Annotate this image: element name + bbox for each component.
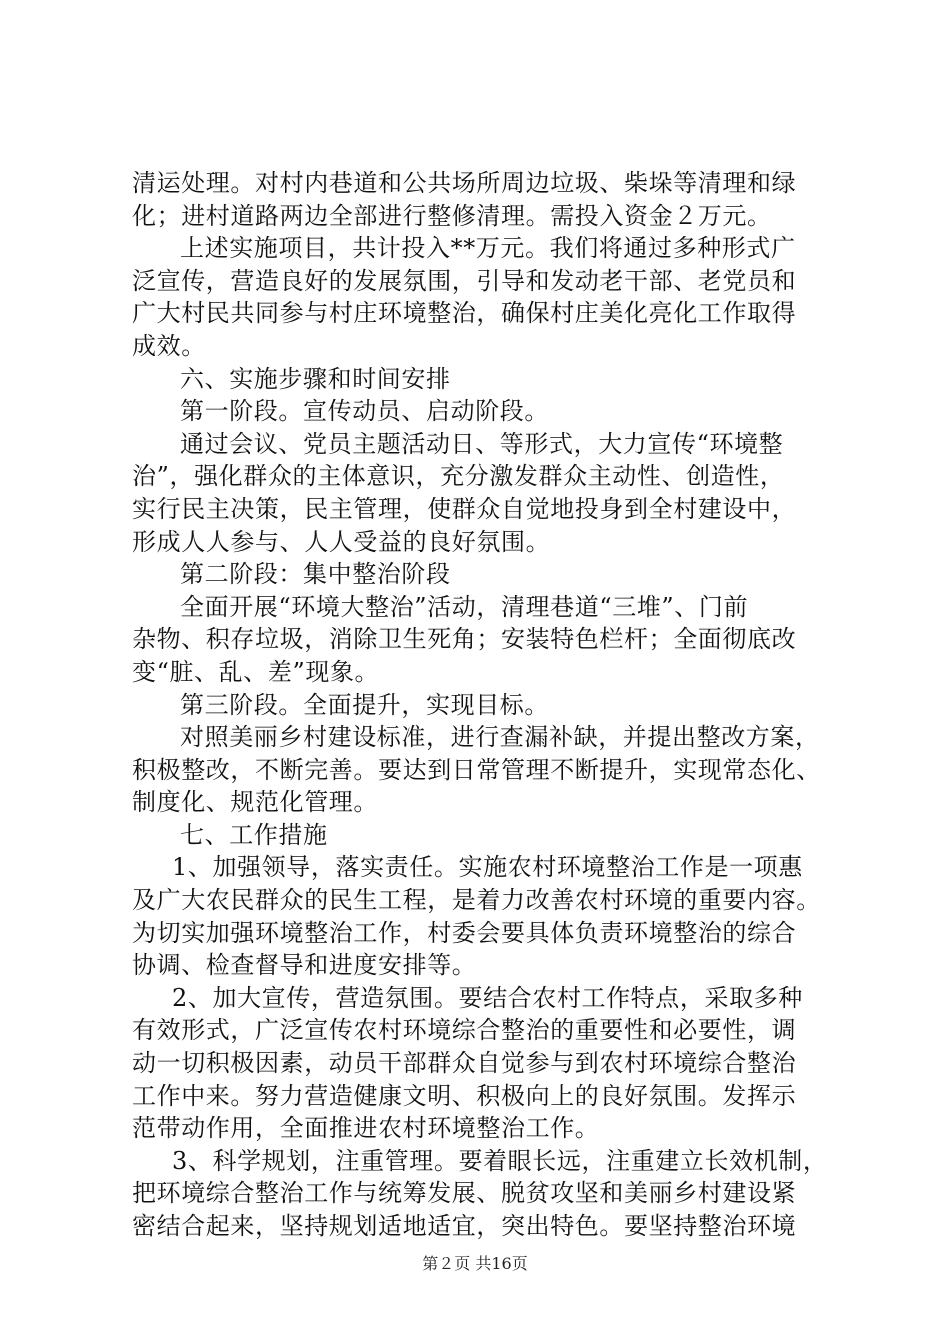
text-line: 化；进村道路两边全部进行整修清理。需投入资金２万元。 xyxy=(132,201,772,230)
text-line: 泛宣传，营造良好的发展氛围，引导和发动老干部、老党员和 xyxy=(132,266,797,295)
text-line: 成效。 xyxy=(132,331,206,360)
text-line: 杂物、积存垃圾，消除卫生死角；安装特色栏杆；全面彻底改 xyxy=(132,625,797,654)
page-number-footer: 第２页 共16页 xyxy=(422,1254,528,1273)
text-line: 实行民主决策，民主管理，使群众自觉地投身到全村建设中， xyxy=(132,494,797,523)
text-line: 密结合起来，坚持规划适地适宜，突出特色。要坚持整治环境 xyxy=(132,1212,797,1240)
text-line: 协调、检查督导和进度安排等。 xyxy=(132,951,477,980)
text-line: 清运处理。对村内巷道和公共场所周边垃圾、柴垛等清理和绿 xyxy=(132,169,797,197)
text-line: 1、加强领导，落实责任。实施农村环境整治工作是一项惠 xyxy=(172,853,803,882)
text-line: 变“脏、乱、差”现象。 xyxy=(132,657,380,686)
text-line: 2、加大宣传，营造氛围。要结合农村工作特点，采取多种 xyxy=(172,983,803,1012)
text-line: 通过会议、党员主题活动日、等形式，大力宣传“环境整 xyxy=(180,429,784,458)
text-line: 把环境综合整治工作与统筹发展、脱贫攻坚和美丽乡村建设紧 xyxy=(132,1179,797,1208)
text-line: 上述实施项目，共计投入**万元。我们将通过多种形式广 xyxy=(180,234,796,263)
section-heading: 六、实施步骤和时间安排 xyxy=(180,364,451,393)
text-line: 积极整改，不断完善。要达到日常管理不断提升，实现常态化、 xyxy=(132,755,821,784)
document-body xyxy=(132,167,832,1243)
text-line: 3、科学规划，注重管理。要着眼长远，注重建立长效机制， xyxy=(172,1146,828,1175)
text-line: 工作中来。努力营造健康文明、积极向上的良好氛围。发挥示 xyxy=(132,1081,797,1110)
text-line: 全面开展“环境大整治”活动，清理巷道“三堆”、门前 xyxy=(180,592,749,621)
text-line: 治”，强化群众的主体意识，充分激发群众主动性、创造性， xyxy=(132,462,785,491)
text-line: 动一切积极因素，动员干部群众自觉参与到农村环境综合整治 xyxy=(132,1049,797,1078)
text-line: 及广大农民群众的民生工程，是着力改善农村环境的重要内容。 xyxy=(132,886,821,915)
text-line: 制度化、规范化管理。 xyxy=(132,788,378,817)
phase-heading: 第二阶段：集中整治阶段 xyxy=(180,560,451,589)
text-line: 为切实加强环境整治工作，村委会要具体负责环境整治的综合 xyxy=(132,918,797,947)
text-line: 广大村民共同参与村庄环境整治，确保村庄美化亮化工作取得 xyxy=(132,299,797,328)
phase-heading: 第一阶段。宣传动员、启动阶段。 xyxy=(180,397,549,426)
text-line: 对照美丽乡村建设标准，进行查漏补缺，并提出整改方案， xyxy=(180,723,820,752)
section-heading: 七、工作措施 xyxy=(180,820,328,849)
text-line: 有效形式，广泛宣传农村环境综合整治的重要性和必要性，调 xyxy=(132,1016,797,1045)
text-line: 形成人人参与、人人受益的良好氛围。 xyxy=(132,527,551,556)
text-line: 范带动作用，全面推进农村环境整治工作。 xyxy=(132,1114,600,1143)
phase-heading: 第三阶段。全面提升，实现目标。 xyxy=(180,690,549,719)
